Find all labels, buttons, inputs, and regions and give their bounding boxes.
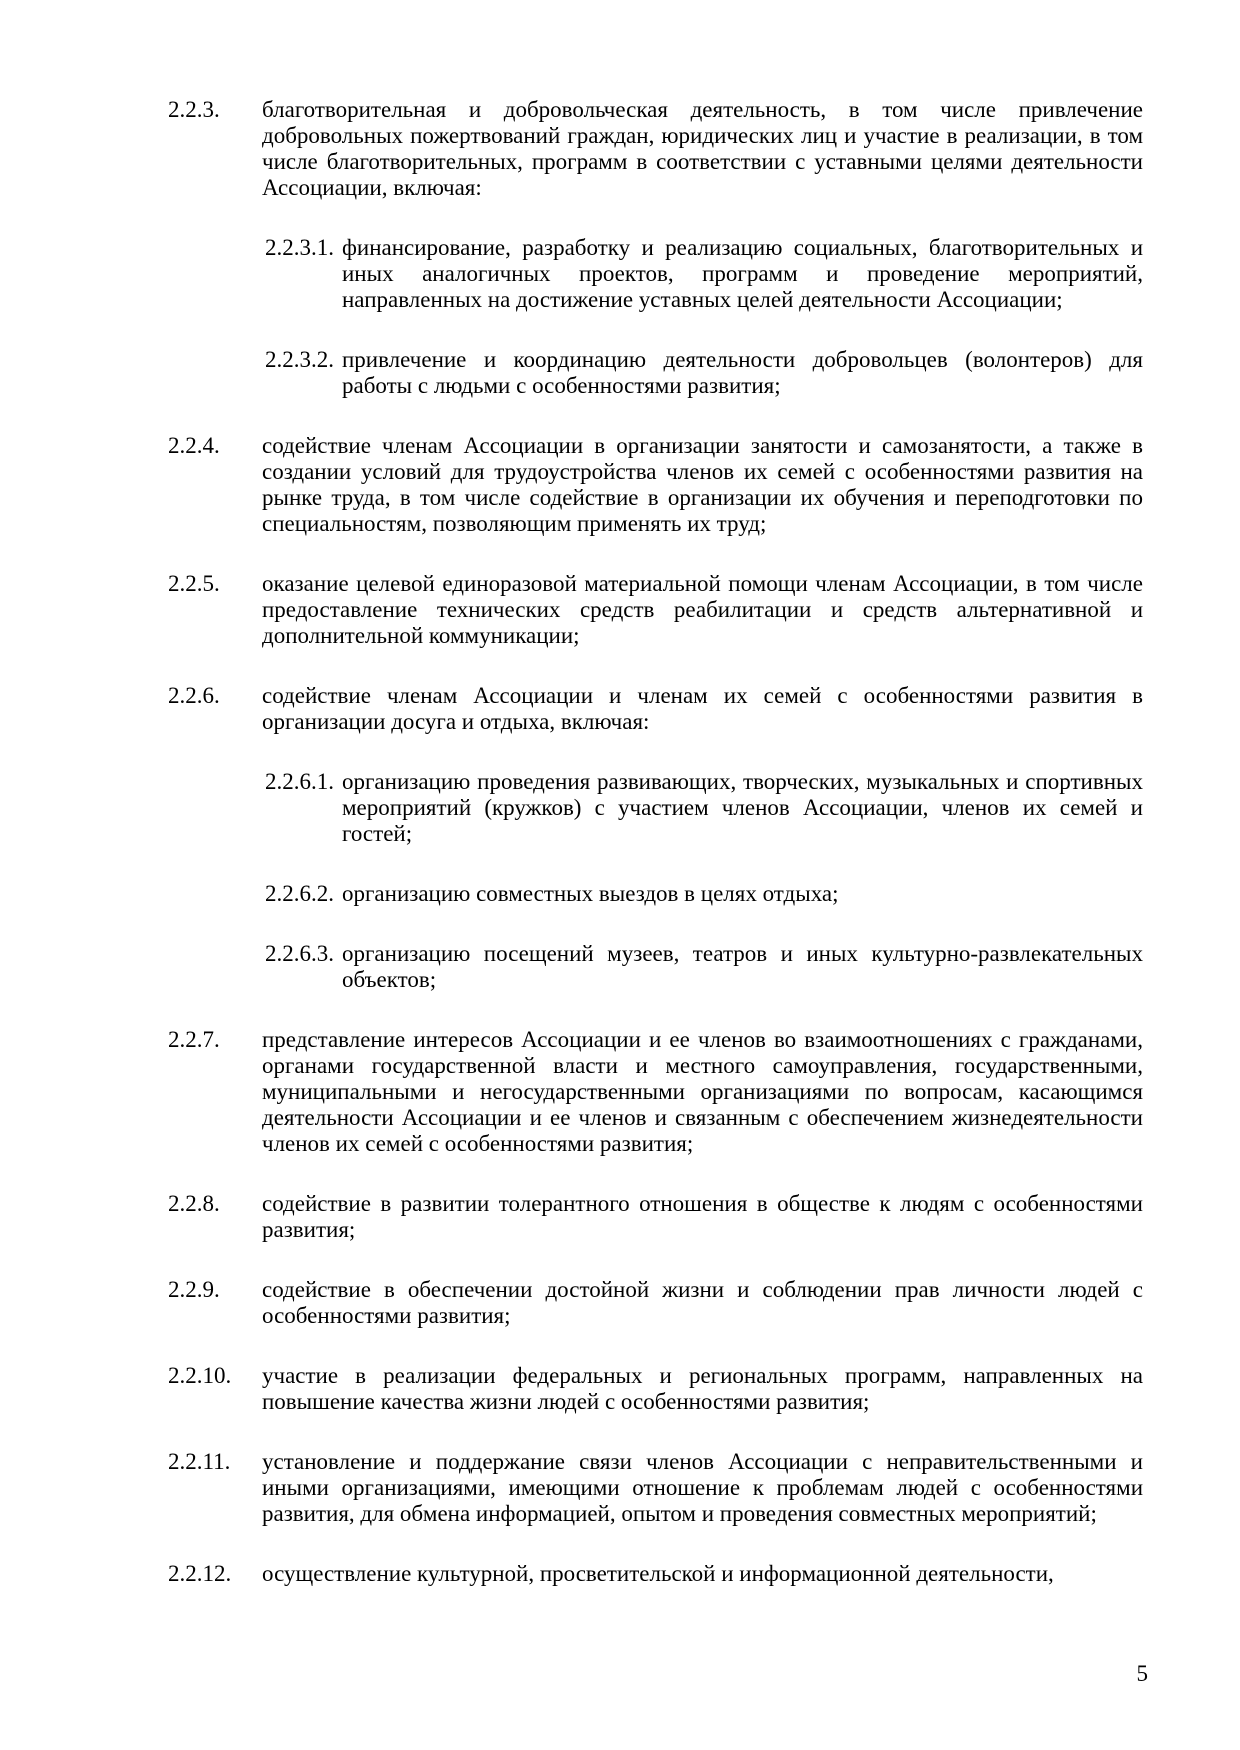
clause-number: 2.2.6.1.: [265, 769, 334, 794]
clause-number: 2.2.7.: [168, 1027, 220, 1052]
clause-text: привлечение и координацию деятельности добровольцев (волонтеров) для работы с людьми с особенностями развития;: [342, 347, 1143, 398]
clause-text: организацию совместных выездов в целях отдыха;: [342, 881, 839, 906]
clause-text: благотворительная и добровольческая деятельность, в том числе привлечение добровольных пожертвований граждан, юридических лиц и участие в реализации, в том числе благотворительных, программ в соответствии с уставными целями деятельности Ассоциации, включая:: [262, 97, 1143, 200]
clause-number: 2.2.3.1.: [265, 235, 334, 260]
clause-text: содействие в обеспечении достойной жизни и соблюдении прав личности людей с особенностями развития;: [262, 1277, 1143, 1328]
clauses-list: [168, 97, 1143, 1587]
clause-number: 2.2.6.2.: [265, 881, 334, 906]
clause-text: осуществление культурной, просветительской и информационной деятельности,: [262, 1561, 1054, 1586]
clause-item: [168, 1449, 1143, 1527]
clause-item: [168, 1277, 1143, 1329]
clause-number: 2.2.9.: [168, 1277, 220, 1302]
clause-text: содействие членам Ассоциации в организации занятости и самозанятости, а также в создании условий для трудоустройства членов их семей с особенностями развития на рынке труда, в том числе содействие в организации их обучения и переподготовки по специальностям, позволяющим применять их труд;: [262, 433, 1143, 536]
clause-text: содействие членам Ассоциации и членам их семей с особенностями развития в организации досуга и отдыха, включая:: [262, 683, 1143, 734]
clause-item: [168, 433, 1143, 537]
clause-item: [168, 1561, 1143, 1587]
clause-item: [265, 941, 1143, 993]
clause-item: [265, 235, 1143, 313]
clause-text: представление интересов Ассоциации и ее членов во взаимоотношениях с гражданами, органами государственной власти и местного самоуправления, государственными, муниципальными и негосударственными организациями по вопросам, касающимся деятельности Ассоциации и ее членов и связанным с обеспечением жизнедеятельности членов их семей с особенностями развития;: [262, 1027, 1143, 1156]
clause-number: 2.2.6.: [168, 683, 220, 708]
clause-item: [265, 347, 1143, 399]
clause-number: 2.2.8.: [168, 1191, 220, 1216]
clause-item: [168, 683, 1143, 735]
clause-text: финансирование, разработку и реализацию социальных, благотворительных и иных аналогичных проектов, программ и проведение мероприятий, направленных на достижение уставных целей деятельности Ассоциации;: [342, 235, 1143, 312]
page-number: 5: [1136, 1661, 1148, 1686]
clause-number: 2.2.3.2.: [265, 347, 334, 372]
clause-item: [265, 769, 1143, 847]
clause-number: 2.2.4.: [168, 433, 220, 458]
clause-text: организацию посещений музеев, театров и иных культурно-развлекательных объектов;: [342, 941, 1143, 992]
clause-item: [168, 571, 1143, 649]
clause-item: [168, 1191, 1143, 1243]
clause-item: [168, 97, 1143, 201]
clause-item: [265, 881, 1143, 907]
clause-number: 2.2.6.3.: [265, 941, 334, 966]
clause-item: [168, 1027, 1143, 1157]
clause-text: установление и поддержание связи членов Ассоциации с неправительственными и иными организациями, имеющими отношение к проблемам людей с особенностями развития, для обмена информацией, опытом и проведения совместных мероприятий;: [262, 1449, 1143, 1526]
clause-text: участие в реализации федеральных и региональных программ, направленных на повышение качества жизни людей с особенностями развития;: [262, 1363, 1143, 1414]
clause-number: 2.2.3.: [168, 97, 220, 122]
clause-text: организацию проведения развивающих, творческих, музыкальных и спортивных мероприятий (кружков) с участием членов Ассоциации, членов их семей и гостей;: [342, 769, 1143, 846]
clause-text: содействие в развитии толерантного отношения в обществе к людям с особенностями развития;: [262, 1191, 1143, 1242]
clause-number: 2.2.5.: [168, 571, 220, 596]
clause-number: 2.2.10.: [168, 1363, 232, 1388]
clause-number: 2.2.11.: [168, 1449, 231, 1474]
clause-item: [168, 1363, 1143, 1415]
clause-text: оказание целевой единоразовой материальной помощи членам Ассоциации, в том числе предоставление технических средств реабилитации и средств альтернативной и дополнительной коммуникации;: [262, 571, 1143, 648]
clause-number: 2.2.12.: [168, 1561, 232, 1586]
